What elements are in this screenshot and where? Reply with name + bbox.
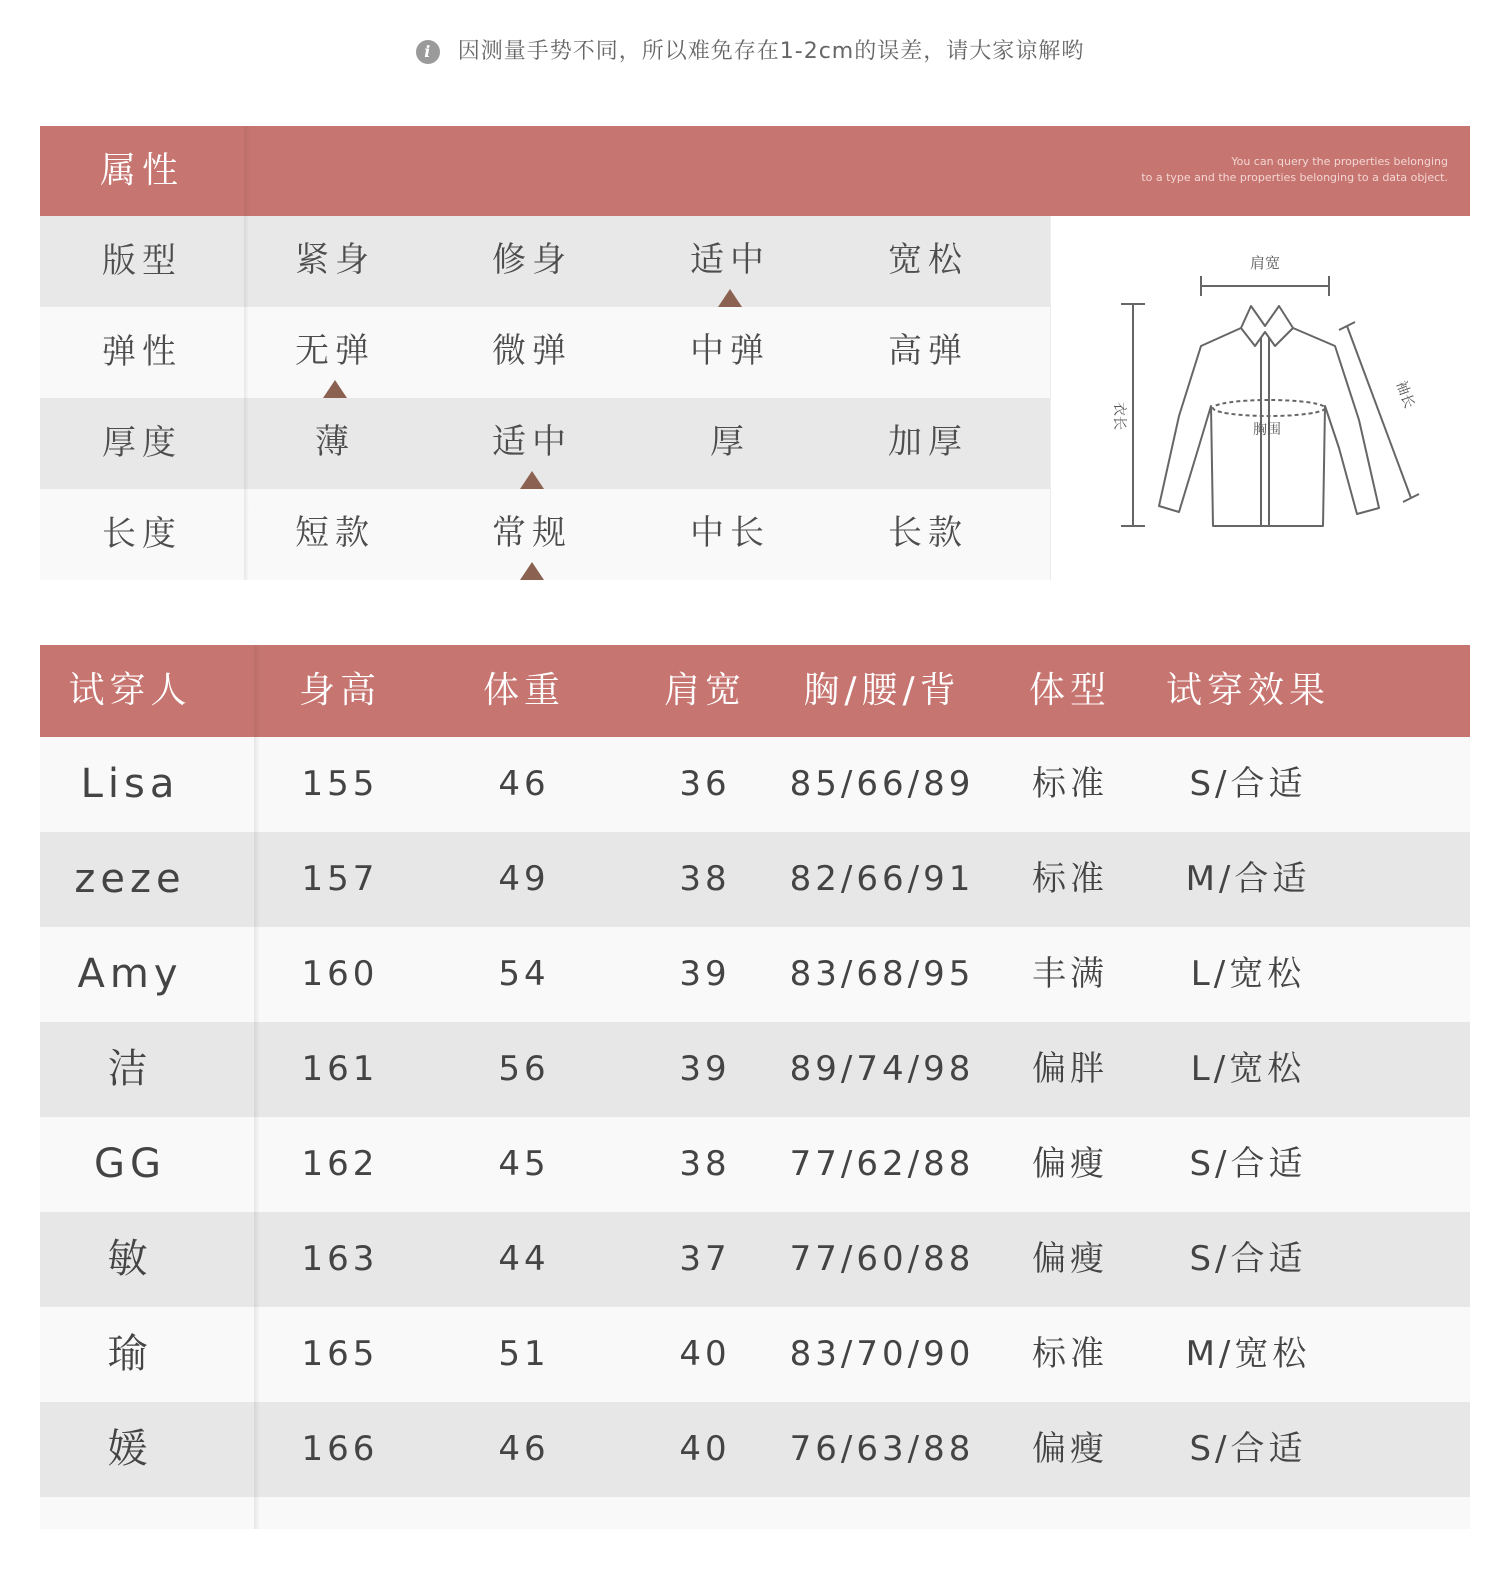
attribute-option-text: 中长 — [690, 513, 770, 553]
fitting-header-cell: 试穿效果 — [1165, 670, 1330, 711]
attribute-option-text: 高弹 — [888, 331, 968, 371]
attribute-option — [235, 307, 435, 398]
attribute-row — [40, 489, 1050, 580]
tester-name: 媛 — [107, 1426, 153, 1472]
attribute-option — [432, 398, 632, 489]
attribute-option — [828, 307, 1028, 398]
table-cell: 37 — [679, 1239, 731, 1279]
attribute-option — [235, 216, 435, 307]
fitting-header-cell: 身高 — [298, 670, 381, 711]
table-cell: 160 — [301, 954, 379, 994]
table-cell: 163 — [301, 1239, 379, 1279]
tester-name: GG — [94, 1141, 166, 1187]
attribute-label: 版型 — [102, 241, 182, 281]
notice-text: 因测量手势不同，所以难免存在1-2cm的误差，请大家谅解哟 — [457, 39, 1085, 64]
selected-marker-icon — [718, 289, 742, 307]
shoulder-label: 肩宽 — [1249, 254, 1281, 272]
tester-name: 洁 — [107, 1046, 153, 1092]
jacket-measure-illustration — [1051, 216, 1471, 581]
table-cell: 40 — [679, 1334, 731, 1374]
tester-name: Lisa — [80, 761, 180, 807]
tester-name: zeze — [74, 856, 186, 902]
attribute-option-text: 无弹 — [295, 331, 375, 371]
table-cell: 77/62/88 — [789, 1144, 975, 1184]
selected-marker-icon — [520, 562, 544, 580]
attribute-row — [40, 398, 1050, 489]
table-cell: M/合适 — [1185, 859, 1311, 899]
table-cell: M/宽松 — [1185, 1334, 1311, 1374]
table-cell: S/合适 — [1189, 1239, 1307, 1279]
table-cell: 38 — [679, 1144, 731, 1184]
tester-name: Amy — [77, 951, 183, 997]
attribute-option — [432, 307, 632, 398]
fitting-rows — [40, 737, 1470, 1497]
attribute-option — [235, 398, 435, 489]
table-cell: 85/66/89 — [789, 764, 975, 804]
table-cell: 标准 — [1032, 1334, 1108, 1374]
table-cell: 83/68/95 — [789, 954, 975, 994]
table-row — [40, 1117, 1470, 1212]
table-cell: 偏瘦 — [1032, 1429, 1108, 1469]
selected-marker-icon — [323, 380, 347, 398]
table-cell: 51 — [498, 1334, 550, 1374]
table-cell: 偏瘦 — [1032, 1144, 1108, 1184]
table-cell: 76/63/88 — [789, 1429, 975, 1469]
tester-name: 敏 — [107, 1236, 153, 1282]
attribute-option-text: 微弹 — [492, 331, 572, 371]
selected-marker-icon — [520, 471, 544, 489]
table-cell: 157 — [301, 859, 379, 899]
attribute-option-text: 修身 — [492, 240, 572, 280]
measurement-notice — [0, 34, 1500, 65]
garment-diagram — [1050, 216, 1471, 581]
attribute-option-text: 常规 — [492, 513, 572, 553]
table-cell: 82/66/91 — [789, 859, 975, 899]
attribute-option-text: 中弹 — [690, 331, 770, 371]
attribute-option — [630, 216, 830, 307]
table-cell: 162 — [301, 1144, 379, 1184]
table-cell: 165 — [301, 1334, 379, 1374]
attribute-option-text: 薄 — [315, 422, 355, 462]
table-cell: 44 — [498, 1239, 550, 1279]
table-cell: 39 — [679, 954, 731, 994]
attribute-option — [432, 489, 632, 580]
fitting-header-cell: 肩宽 — [663, 670, 746, 711]
attribute-option — [828, 216, 1028, 307]
fitting-header-cell: 试穿人 — [68, 670, 192, 711]
attribute-option-text: 短款 — [295, 513, 375, 553]
table-cell: 56 — [498, 1049, 550, 1089]
table-cell: 89/74/98 — [789, 1049, 975, 1089]
attribute-option-text: 适中 — [690, 240, 770, 280]
fitting-table — [40, 645, 1470, 1529]
attribute-title: 属性 — [99, 150, 184, 191]
attribute-row — [40, 216, 1050, 307]
attribute-label: 厚度 — [102, 423, 182, 463]
table-row — [40, 737, 1470, 832]
table-cell: 46 — [498, 764, 550, 804]
table-cell: 49 — [498, 859, 550, 899]
table-cell: 54 — [498, 954, 550, 994]
jacket-collar — [1241, 306, 1293, 346]
header-divider — [244, 126, 250, 216]
table-cell: L/宽松 — [1190, 1049, 1306, 1089]
table-row — [40, 1022, 1470, 1117]
attribute-option — [828, 398, 1028, 489]
table-cell: 标准 — [1032, 859, 1108, 899]
fitting-header-cell: 体重 — [482, 670, 565, 711]
tester-name: 瑜 — [107, 1331, 153, 1377]
table-cell: 39 — [679, 1049, 731, 1089]
attribute-option — [630, 489, 830, 580]
attribute-option — [432, 216, 632, 307]
table-cell: 偏胖 — [1032, 1049, 1108, 1089]
attribute-label: 长度 — [102, 514, 182, 554]
attribute-option — [828, 489, 1028, 580]
table-cell: S/合适 — [1189, 1144, 1307, 1184]
attribute-label: 弹性 — [102, 332, 182, 372]
table-cell: 161 — [301, 1049, 379, 1089]
info-icon: i — [416, 40, 440, 64]
table-cell: 丰满 — [1032, 954, 1108, 994]
fitting-header-cell: 体型 — [1028, 670, 1111, 711]
english-caption-line: to a type and the properties belonging to a data object. — [1141, 171, 1448, 184]
chest-label: 胸围 — [1253, 422, 1281, 438]
table-cell: 40 — [679, 1429, 731, 1469]
attribute-option-text: 适中 — [492, 422, 572, 462]
table-cell: 38 — [679, 859, 731, 899]
fitting-header — [40, 645, 1470, 737]
table-cell: S/合适 — [1189, 764, 1307, 804]
table-row — [40, 1402, 1470, 1497]
table-cell: 45 — [498, 1144, 550, 1184]
table-cell: S/合适 — [1189, 1429, 1307, 1469]
table-row — [40, 832, 1470, 927]
table-row — [40, 927, 1470, 1022]
attribute-option-text: 紧身 — [295, 240, 375, 280]
length-label: 衣长 — [1111, 402, 1127, 430]
attribute-row — [40, 307, 1050, 398]
attribute-option-text: 宽松 — [888, 240, 968, 280]
attribute-option — [630, 307, 830, 398]
attribute-option — [630, 398, 830, 489]
english-caption-line: You can query the properties belonging — [1231, 155, 1448, 168]
table-cell: 36 — [679, 764, 731, 804]
table-cell: 77/60/88 — [789, 1239, 975, 1279]
sleeve-label: 袖长 — [1392, 378, 1418, 411]
attribute-header — [40, 126, 1470, 216]
table-cell: L/宽松 — [1190, 954, 1306, 994]
table-cell: 标准 — [1032, 764, 1108, 804]
attribute-option — [235, 489, 435, 580]
table-row — [40, 1212, 1470, 1307]
table-cell: 偏瘦 — [1032, 1239, 1108, 1279]
table-cell: 46 — [498, 1429, 550, 1469]
fitting-table-tail — [40, 1497, 1470, 1529]
table-cell: 166 — [301, 1429, 379, 1469]
attribute-option-text: 加厚 — [888, 422, 968, 462]
table-row — [40, 1307, 1470, 1402]
table-cell: 155 — [301, 764, 379, 804]
attribute-table — [40, 126, 1470, 580]
attribute-option-text: 长款 — [888, 513, 968, 553]
fitting-header-cell: 胸/腰/背 — [803, 670, 961, 711]
attribute-option-text: 厚 — [710, 422, 750, 462]
english-caption — [1141, 154, 1448, 186]
table-cell: 83/70/90 — [789, 1334, 975, 1374]
